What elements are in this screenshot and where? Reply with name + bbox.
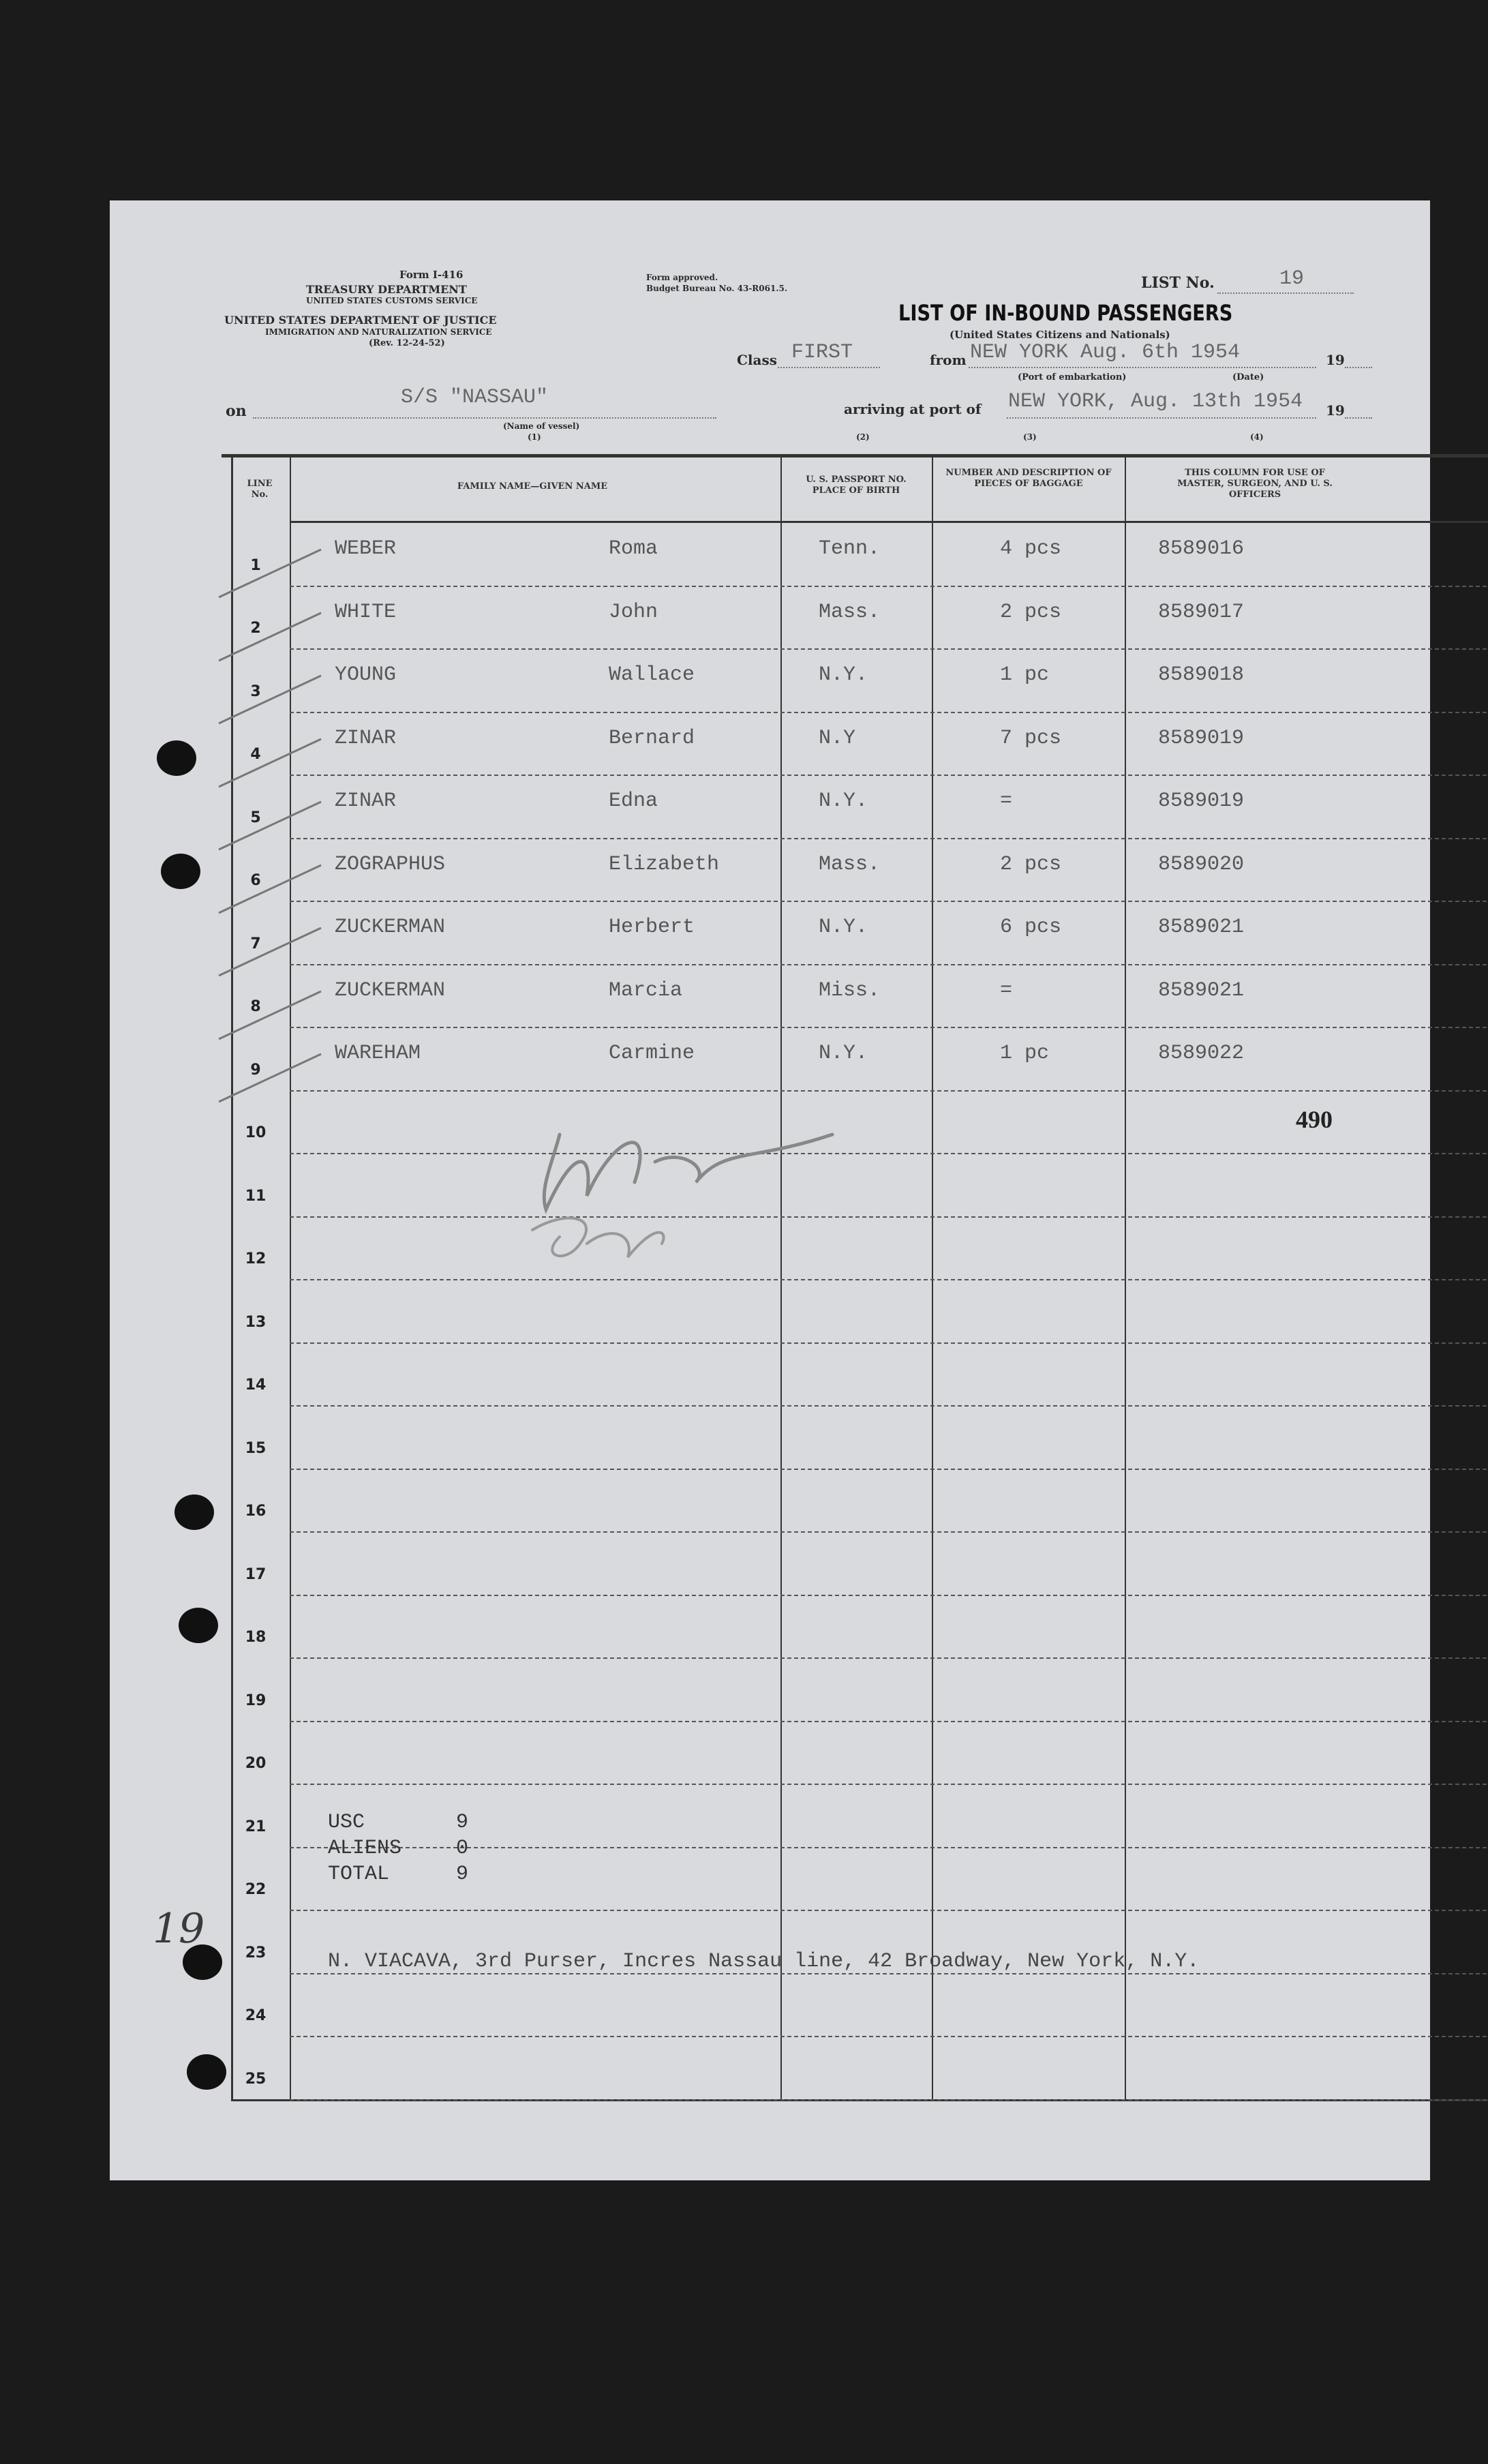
row-rule — [290, 586, 1488, 587]
immigration-service: IMMIGRATION AND NATURALIZATION SERVICE — [265, 327, 492, 337]
line-number: 6 — [250, 872, 261, 889]
line-number: 9 — [250, 1061, 261, 1079]
line-number: 24 — [245, 2007, 267, 2024]
col-header-name: FAMILY NAME—GIVEN NAME — [457, 481, 608, 492]
table-top-rule — [222, 454, 1488, 457]
officer-number: 8589021 — [1158, 916, 1245, 939]
list-label: LIST No. — [1141, 274, 1215, 292]
line-number: 19 — [245, 1692, 267, 1709]
line-number: 18 — [245, 1629, 267, 1646]
baggage-count: 2 pcs — [1000, 600, 1062, 624]
punch-hole — [157, 740, 196, 776]
revision: (Rev. 12-24-52) — [369, 338, 445, 348]
service: UNITED STATES CUSTOMS SERVICE — [306, 296, 478, 305]
baggage-count: 4 pcs — [1000, 537, 1062, 560]
row-rule — [290, 1027, 1488, 1028]
baggage-count: 6 pcs — [1000, 916, 1062, 939]
pencil-check-mark — [212, 606, 328, 667]
year-suffix-2: 19 — [1326, 402, 1345, 419]
department: TREASURY DEPARTMENT — [306, 283, 467, 296]
place-of-birth: Miss. — [819, 978, 881, 1002]
col-header-officers: THIS COLUMN FOR USE OF MASTER, SURGEON, AND U. S. OFFICERS — [1177, 468, 1333, 500]
budget-bureau: Budget Bureau No. 43-R061.5. — [646, 284, 788, 293]
line-number: 13 — [245, 1313, 267, 1331]
column-rule — [1125, 456, 1126, 2099]
family-name: ZINAR — [335, 726, 397, 750]
officer-number: 8589021 — [1158, 978, 1245, 1002]
embarkation-caption: (Port of embarkation) — [1018, 372, 1127, 382]
pencil-check-mark — [212, 1047, 328, 1109]
row-rule — [290, 1405, 1488, 1407]
given-name: Roma — [609, 537, 658, 560]
punch-hole — [187, 2054, 226, 2090]
department-justice: UNITED STATES DEPARTMENT OF JUSTICE — [224, 314, 497, 327]
punch-hole — [179, 1608, 218, 1643]
line-number: 20 — [245, 1755, 267, 1772]
column-caption-4: (4) — [1250, 432, 1264, 442]
given-name: Marcia — [609, 978, 683, 1002]
row-rule — [290, 1090, 1488, 1092]
place-of-birth: Mass. — [819, 600, 881, 624]
on-label: on — [226, 402, 247, 420]
given-name: Herbert — [609, 916, 695, 939]
aliens-value: 0 — [456, 1837, 469, 1860]
arriving-label: arriving at port of — [844, 401, 982, 417]
pencil-check-mark — [212, 669, 328, 730]
line-number: 22 — [245, 1881, 267, 1898]
year-underline — [1345, 367, 1372, 368]
form-approved: Form approved. — [646, 273, 718, 282]
pencil-signature — [478, 1107, 955, 1312]
line-number: 5 — [250, 809, 261, 826]
family-name: ZUCKERMAN — [335, 916, 446, 939]
row-rule — [290, 964, 1488, 965]
row-rule — [290, 838, 1488, 839]
purser-line: N. VIACAVA, 3rd Purser, Incres Nassau line, 42 Broadway, New York, N.Y. — [328, 1950, 1200, 1973]
arrival-value: NEW YORK, Aug. 13th 1954 — [1008, 390, 1303, 413]
officer-number: 8589022 — [1158, 1042, 1245, 1065]
line-number: 1 — [250, 556, 261, 574]
officer-number: 8589019 — [1158, 790, 1245, 813]
line-number: 25 — [245, 2070, 267, 2088]
place-of-birth: N.Y. — [819, 916, 868, 939]
line-number: 23 — [245, 1944, 267, 1962]
given-name: Elizabeth — [609, 852, 720, 876]
embarkation-value: NEW YORK Aug. 6th 1954 — [970, 341, 1241, 364]
line-number: 17 — [245, 1565, 267, 1583]
line-number: 15 — [245, 1439, 267, 1457]
baggage-count: 2 pcs — [1000, 852, 1062, 876]
col-header-line: LINE No. — [247, 479, 273, 500]
row-rule — [290, 1469, 1488, 1470]
place-of-birth: Tenn. — [819, 537, 881, 560]
pencil-check-mark — [212, 858, 328, 920]
row-rule — [290, 2036, 1488, 2037]
place-of-birth: N.Y. — [819, 1042, 868, 1065]
row-rule — [290, 1342, 1488, 1344]
passenger-list-form — [110, 200, 1430, 2180]
line-number: 14 — [245, 1377, 267, 1394]
officer-number: 8589018 — [1158, 663, 1245, 687]
col-header-baggage: NUMBER AND DESCRIPTION OF PIECES OF BAGGAGE — [945, 468, 1112, 489]
row-rule — [290, 2099, 1488, 2101]
baggage-count: 7 pcs — [1000, 726, 1062, 750]
row-rule — [290, 1657, 1488, 1659]
row-rule — [290, 775, 1488, 776]
row-rule — [290, 1784, 1488, 1785]
family-name: ZUCKERMAN — [335, 978, 446, 1002]
column-caption-1: (1) — [528, 432, 541, 442]
total-value: 9 — [456, 1863, 469, 1886]
family-name: ZINAR — [335, 790, 397, 813]
margin-note: 19 — [153, 1905, 205, 1953]
from-label: from — [930, 352, 967, 368]
line-number: 16 — [245, 1503, 267, 1520]
pencil-check-mark — [212, 732, 328, 794]
punch-hole — [161, 854, 200, 889]
officer-number: 8589020 — [1158, 852, 1245, 876]
given-name: Carmine — [609, 1042, 695, 1065]
col-header-passport: U. S. PASSPORT NO. PLACE OF BIRTH — [806, 475, 907, 496]
punch-hole — [174, 1494, 214, 1530]
arrival-underline — [1007, 417, 1316, 419]
officer-number: 8589017 — [1158, 600, 1245, 624]
class-underline — [778, 367, 880, 368]
row-rule — [290, 1531, 1488, 1533]
line-number: 7 — [250, 935, 261, 952]
family-name: ZOGRAPHUS — [335, 852, 446, 876]
family-name: WHITE — [335, 600, 397, 624]
baggage-count: 1 pc — [1000, 663, 1050, 687]
form-number: Form I-416 — [399, 269, 464, 281]
list-number: 19 — [1279, 267, 1305, 290]
family-name: WEBER — [335, 537, 397, 560]
column-caption-2: (2) — [856, 432, 870, 442]
total-label: TOTAL — [328, 1863, 390, 1886]
line-number: 10 — [245, 1124, 267, 1141]
line-number: 3 — [250, 682, 261, 700]
baggage-count: 1 pc — [1000, 1042, 1050, 1065]
place-of-birth: N.Y — [819, 726, 856, 750]
line-number: 8 — [250, 998, 261, 1015]
vessel-underline — [253, 417, 716, 419]
baggage-count: = — [1000, 790, 1013, 813]
column-caption-3: (3) — [1023, 432, 1037, 442]
vessel-name: S/S "NASSAU" — [401, 386, 549, 409]
pencil-check-mark — [212, 985, 328, 1046]
aliens-label: ALIENS — [328, 1837, 402, 1860]
usc-label: USC — [328, 1811, 365, 1834]
row-rule — [290, 1595, 1488, 1596]
row-rule — [290, 712, 1488, 713]
place-of-birth: N.Y. — [819, 663, 868, 687]
officer-number: 8589016 — [1158, 537, 1245, 560]
pencil-check-mark — [212, 795, 328, 856]
officer-number: 490 — [1296, 1105, 1333, 1133]
place-of-birth: Mass. — [819, 852, 881, 876]
year-suffix: 19 — [1326, 352, 1345, 368]
officer-number: 8589019 — [1158, 726, 1245, 750]
list-underline — [1217, 292, 1354, 294]
usc-value: 9 — [456, 1811, 469, 1834]
pencil-check-mark — [212, 543, 328, 604]
row-rule — [290, 1721, 1488, 1722]
line-number: 2 — [250, 620, 261, 637]
from-underline — [969, 367, 1316, 368]
year-underline-2 — [1345, 417, 1372, 419]
row-rule — [290, 648, 1488, 650]
given-name: John — [609, 600, 658, 624]
line-number: 12 — [245, 1250, 267, 1267]
vessel-caption: (Name of vessel) — [503, 421, 580, 431]
given-name: Wallace — [609, 663, 695, 687]
date-caption: (Date) — [1232, 372, 1264, 382]
class-label: Class — [737, 352, 777, 368]
line-number: 11 — [245, 1187, 267, 1205]
family-name: YOUNG — [335, 663, 397, 687]
row-rule — [290, 1847, 1488, 1848]
family-name: WAREHAM — [335, 1042, 421, 1065]
pencil-check-mark — [212, 921, 328, 982]
given-name: Edna — [609, 790, 658, 813]
header-bottom-rule — [290, 521, 1488, 523]
line-number: 21 — [245, 1818, 267, 1835]
form-title: LIST OF IN-BOUND PASSENGERS — [898, 300, 1233, 326]
row-rule — [290, 1910, 1488, 1911]
row-rule — [290, 901, 1488, 902]
form-subtitle: (United States Citizens and Nationals) — [950, 329, 1170, 341]
given-name: Bernard — [609, 726, 695, 750]
class-value: FIRST — [791, 341, 853, 364]
line-number: 4 — [250, 746, 261, 763]
place-of-birth: N.Y. — [819, 790, 868, 813]
baggage-count: = — [1000, 978, 1013, 1002]
